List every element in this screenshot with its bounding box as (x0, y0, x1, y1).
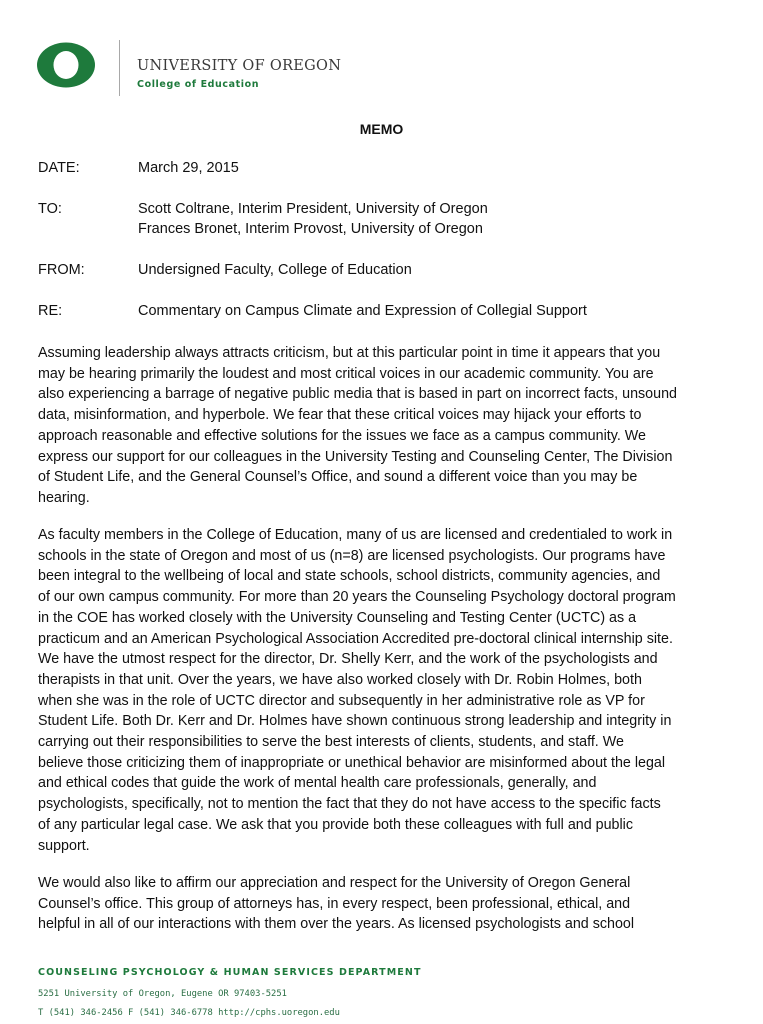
paragraph-line: We would also like to affirm our appreciation and respect for the University of Oregon General (38, 875, 631, 891)
paragraph-line: schools in the state of Oregon and most of us (n=8) are licensed psychologists. Our programs have (38, 547, 666, 564)
paragraph-line: been integral to the wellbeing of local and state schools, school districts, community agencies, and (38, 568, 661, 585)
footer-contact: T (541) 346-2456 F (541) 346-6778 http://cphs.uoregon.edu (38, 1008, 340, 1018)
re-value: Commentary on Campus Climate and Expression of Collegial Support (138, 303, 587, 319)
paragraph-line: practicum and an American Psychological Association Accredited pre-doctoral clinical internship site. (38, 630, 673, 647)
to-recipient: Scott Coltrane, Interim President, University of Oregon (138, 201, 488, 217)
to-recipient: Frances Bronet, Interim Provost, University of Oregon (138, 221, 483, 237)
paragraph-line: We have the utmost respect for the director, Dr. Shelly Kerr, and the work of the psychologists and (38, 651, 658, 668)
paragraph-line: believe those criticizing them of inappropriate or unethical behavior are misinformed about the legal (38, 754, 666, 771)
paragraph-line: carrying out their responsibilities to serve the best interests of clients, students, and staff. We (38, 734, 624, 751)
body-paragraph-2 (38, 525, 728, 856)
paragraph-line: approach reasonable and effective solutions for the issues we face as a campus community. We (38, 427, 646, 444)
paragraph-line: Student Life. Both Dr. Kerr and Dr. Holmes have shown continuous strong leadership and integrity in (38, 713, 672, 730)
letterhead-divider (119, 40, 120, 96)
paragraph-line: helpful in all of our interactions with them over the years. As licensed psychologists and school (38, 916, 635, 933)
paragraph-line: of any particular legal case. We ask that you provide both these colleagues with full and public (38, 816, 633, 833)
footer-department: COUNSELING PSYCHOLOGY & HUMAN SERVICES DEPARTMENT (38, 967, 422, 978)
paragraph-line: Counsel’s office. This group of attorneys has, in every respect, been professional, ethical, and (38, 895, 631, 912)
from-value: Undersigned Faculty, College of Education (138, 262, 412, 278)
body-paragraph-3 (38, 873, 728, 935)
re-label: RE: (38, 303, 63, 319)
university-name: UNIVERSITY OF OREGON (137, 58, 342, 74)
paragraph-line: express our support for our colleagues in the University Testing and Counseling Center, The Division (38, 448, 673, 465)
paragraph-line: psychologists, specifically, not to mention the fact that they do not have access to the specific facts (38, 796, 661, 813)
paragraph-line: when she was in the role of UCTC director and subsequently in her administrative role as VP for (38, 692, 645, 709)
footer-address: 5251 University of Oregon, Eugene OR 97403-5251 (38, 989, 287, 999)
paragraph-line: support. (38, 837, 90, 854)
paragraph-line: may be hearing primarily the loudest and most critical voices in our academic community. You are (38, 365, 654, 382)
body-paragraph-1 (38, 343, 728, 509)
date-label: DATE: (38, 160, 80, 176)
paragraph-line: also experiencing a barrage of negative public media that is based in part on incorrect facts, unsound (38, 386, 677, 403)
to-label: TO: (38, 201, 62, 217)
paragraph-line: therapists in that unit. Over the years, we have also worked closely with Dr. Robin Holmes, both (38, 671, 642, 688)
paragraph-line: hearing. (38, 489, 90, 506)
paragraph-line: in the COE has worked closely with the University Counseling and Testing Center (UCTC) as a (38, 609, 637, 626)
paragraph-line: of Student Life, and the General Counsel’s Office, and sound a different voice than you may be (38, 469, 638, 486)
college-name: College of Education (137, 79, 260, 90)
paragraph-line: Assuming leadership always attracts criticism, but at this particular point in time it appears that you (38, 345, 661, 361)
paragraph-line: of our own campus community. For more than 20 years the Counseling Psychology doctoral program (38, 589, 676, 606)
paragraph-line: As faculty members in the College of Education, many of us are licensed and credentialed to work in (38, 527, 673, 543)
from-label: FROM: (38, 262, 85, 278)
university-o-logo-icon (34, 40, 98, 90)
date-value: March 29, 2015 (138, 160, 239, 176)
paragraph-line: data, misinformation, and hyperbole. We fear that these critical voices may hijack your efforts to (38, 407, 642, 424)
memo-title: MEMO (359, 121, 404, 137)
paragraph-line: and ethical codes that guide the work of mental health care professionals, generally, and (38, 775, 597, 792)
